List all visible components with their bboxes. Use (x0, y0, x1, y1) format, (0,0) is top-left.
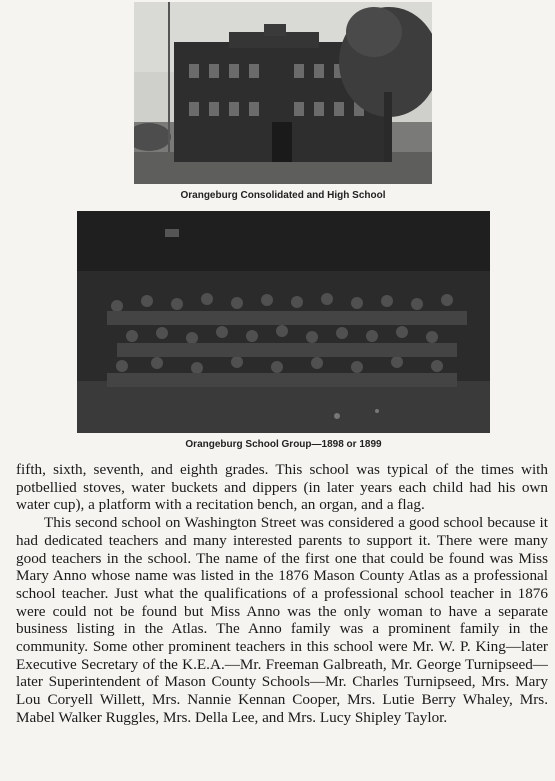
school-group-image (77, 211, 490, 433)
school-group-photo (77, 211, 490, 433)
paragraph-1: fifth, sixth, seventh, and eighth grades. This school was typical of the times with potbellied stoves, water buckets and dippers (in later years each child had his own water cup), a platform with a recitation bench, an organ, and a flag. (16, 461, 548, 514)
photo-caption-group: Orangeburg School Group—1898 or 1899 (185, 439, 382, 450)
paragraph-2: This second school on Washington Street was considered a good school because it had dedicated teachers and many interested parents to support it. There were many good teachers in the school. The name of the first one that could be found was Miss Mary Anno whose name was listed in the 1876 Mason County Atlas as a professional school teacher. Just what the qualifications of a professional school teacher in 1876 were could not be found but Miss Anno was the only woman to have a separate business listing in the Atlas. The Anno family was a prominent family in the community. Some other prominent teachers in this school were Mr. W. P. King—later Executive Secretary of the K.E.A.—Mr. Freeman Galbreath, Mr. George Turnipseed—later Superintendent of Mason County Schools—Mr. Charles Turnipseed, Mrs. Mary Lou Coryell Willett, Mrs. Nannie Kennan Cooper, Mrs. Lutie Berry Whaley, Mrs. Mabel Walker Ruggles, Mrs. Della Lee, and Mrs. Lucy Shipley Taylor. (16, 514, 548, 726)
school-building-photo (134, 2, 432, 184)
article-body (16, 461, 548, 727)
photo-caption-building: Orangeburg Consolidated and High School (180, 190, 386, 201)
school-building-image (134, 2, 432, 184)
